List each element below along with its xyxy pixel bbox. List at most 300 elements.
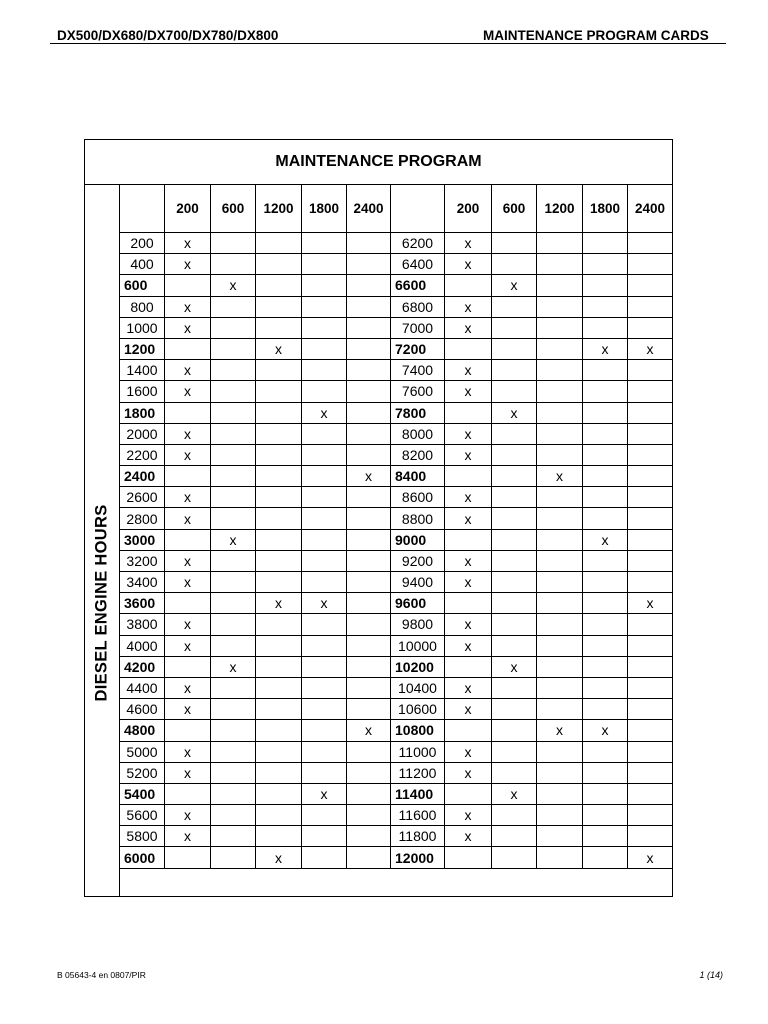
empty-cell <box>583 699 628 720</box>
empty-cell <box>583 423 628 444</box>
empty-cell <box>492 466 537 487</box>
empty-cell <box>347 614 391 635</box>
empty-cell <box>445 529 492 550</box>
interval-header-1200: 1200 <box>537 185 583 233</box>
empty-cell <box>211 402 256 423</box>
hours-cell: 9600 <box>391 593 445 614</box>
hours-cell: 12000 <box>391 847 445 868</box>
empty-cell <box>302 847 347 868</box>
hours-cell: 7800 <box>391 402 445 423</box>
table-row <box>120 762 673 783</box>
empty-cell <box>492 233 537 254</box>
empty-cell <box>256 508 302 529</box>
empty-cell <box>537 593 583 614</box>
empty-cell <box>302 508 347 529</box>
table-row <box>120 826 673 847</box>
service-mark: x <box>256 847 302 868</box>
empty-cell <box>347 550 391 571</box>
hours-header-cell <box>391 185 445 233</box>
hours-cell: 11000 <box>391 741 445 762</box>
empty-cell <box>256 572 302 593</box>
empty-cell <box>492 805 537 826</box>
service-mark: x <box>492 402 537 423</box>
empty-cell <box>256 317 302 338</box>
empty-cell <box>211 550 256 571</box>
empty-cell <box>302 805 347 826</box>
empty-cell <box>347 381 391 402</box>
table-row <box>120 487 673 508</box>
empty-cell <box>628 275 673 296</box>
service-mark: x <box>165 296 211 317</box>
empty-cell <box>211 720 256 741</box>
empty-cell <box>347 296 391 317</box>
service-mark: x <box>445 423 492 444</box>
empty-cell <box>583 254 628 275</box>
empty-cell <box>211 593 256 614</box>
empty-cell <box>256 254 302 275</box>
empty-cell <box>211 381 256 402</box>
empty-cell <box>302 233 347 254</box>
service-mark: x <box>165 741 211 762</box>
empty-cell <box>628 529 673 550</box>
service-mark: x <box>628 593 673 614</box>
hours-cell: 9400 <box>391 572 445 593</box>
service-mark: x <box>165 572 211 593</box>
service-mark: x <box>256 593 302 614</box>
table-row <box>120 423 673 444</box>
table-row <box>120 338 673 359</box>
empty-cell <box>583 508 628 529</box>
empty-cell <box>256 423 302 444</box>
table-row <box>120 381 673 402</box>
empty-cell <box>347 402 391 423</box>
service-mark: x <box>165 233 211 254</box>
empty-cell <box>347 635 391 656</box>
empty-cell <box>445 656 492 677</box>
hours-cell: 6800 <box>391 296 445 317</box>
empty-cell <box>211 805 256 826</box>
service-mark: x <box>165 699 211 720</box>
hours-cell: 400 <box>120 254 165 275</box>
empty-cell <box>165 338 211 359</box>
table-row <box>120 275 673 296</box>
empty-cell <box>537 677 583 698</box>
service-mark: x <box>165 508 211 529</box>
empty-cell <box>347 275 391 296</box>
header-rule <box>50 43 726 44</box>
hours-cell: 10000 <box>391 635 445 656</box>
empty-cell <box>211 677 256 698</box>
empty-cell <box>165 656 211 677</box>
hours-cell: 7600 <box>391 381 445 402</box>
empty-cell <box>347 741 391 762</box>
empty-cell <box>628 381 673 402</box>
empty-cell <box>583 466 628 487</box>
empty-cell <box>583 741 628 762</box>
empty-cell <box>492 741 537 762</box>
empty-cell <box>492 508 537 529</box>
service-mark: x <box>165 423 211 444</box>
empty-cell <box>211 847 256 868</box>
empty-cell <box>583 572 628 593</box>
empty-cell <box>302 677 347 698</box>
service-mark: x <box>445 487 492 508</box>
hours-cell: 8000 <box>391 423 445 444</box>
empty-cell <box>492 550 537 571</box>
empty-cell <box>537 826 583 847</box>
empty-cell <box>302 381 347 402</box>
empty-cell <box>302 444 347 465</box>
empty-cell <box>445 720 492 741</box>
table-row <box>120 572 673 593</box>
service-mark: x <box>537 466 583 487</box>
hours-cell: 4200 <box>120 656 165 677</box>
empty-cell <box>537 338 583 359</box>
service-mark: x <box>256 338 302 359</box>
hours-cell: 5000 <box>120 741 165 762</box>
empty-cell <box>492 360 537 381</box>
service-mark: x <box>492 656 537 677</box>
footer-doc-code: B 05643-4 en 0807/PIR <box>57 970 146 980</box>
hours-cell: 3200 <box>120 550 165 571</box>
hours-cell: 5600 <box>120 805 165 826</box>
empty-cell <box>537 699 583 720</box>
hours-cell: 3600 <box>120 593 165 614</box>
interval-header-600: 600 <box>211 185 256 233</box>
hours-cell: 800 <box>120 296 165 317</box>
empty-cell <box>445 466 492 487</box>
empty-cell <box>165 847 211 868</box>
empty-cell <box>583 360 628 381</box>
empty-cell <box>256 381 302 402</box>
hours-cell: 9200 <box>391 550 445 571</box>
empty-cell <box>628 783 673 804</box>
empty-cell <box>302 762 347 783</box>
service-mark: x <box>492 783 537 804</box>
hours-cell: 8600 <box>391 487 445 508</box>
side-label: DIESEL ENGINE HOURS <box>92 504 111 702</box>
service-mark: x <box>165 635 211 656</box>
hours-cell: 10400 <box>391 677 445 698</box>
empty-cell <box>492 614 537 635</box>
table-title: MAINTENANCE PROGRAM <box>85 140 672 185</box>
table-row <box>120 635 673 656</box>
empty-cell <box>583 550 628 571</box>
empty-cell <box>302 656 347 677</box>
table-row <box>120 614 673 635</box>
empty-cell <box>256 233 302 254</box>
empty-cell <box>302 254 347 275</box>
empty-cell <box>628 317 673 338</box>
empty-cell <box>256 762 302 783</box>
hours-cell: 5800 <box>120 826 165 847</box>
empty-cell <box>492 699 537 720</box>
empty-cell <box>537 296 583 317</box>
empty-cell <box>628 805 673 826</box>
empty-cell <box>537 444 583 465</box>
empty-cell <box>256 614 302 635</box>
hours-cell: 11200 <box>391 762 445 783</box>
empty-cell <box>628 656 673 677</box>
empty-cell <box>492 677 537 698</box>
empty-cell <box>628 423 673 444</box>
empty-cell <box>537 360 583 381</box>
empty-cell <box>347 338 391 359</box>
interval-header-1800: 1800 <box>302 185 347 233</box>
service-mark: x <box>445 741 492 762</box>
service-mark: x <box>628 338 673 359</box>
service-mark: x <box>445 635 492 656</box>
service-mark: x <box>445 699 492 720</box>
empty-cell <box>628 360 673 381</box>
empty-cell <box>537 487 583 508</box>
service-mark: x <box>583 529 628 550</box>
empty-cell <box>165 720 211 741</box>
hours-cell: 3800 <box>120 614 165 635</box>
empty-cell <box>628 233 673 254</box>
empty-cell <box>347 805 391 826</box>
empty-cell <box>628 550 673 571</box>
empty-cell <box>492 847 537 868</box>
empty-cell <box>347 360 391 381</box>
empty-cell <box>211 317 256 338</box>
table-row <box>120 444 673 465</box>
service-mark: x <box>165 614 211 635</box>
empty-cell <box>256 635 302 656</box>
empty-cell <box>583 635 628 656</box>
empty-cell <box>302 614 347 635</box>
table-row <box>120 466 673 487</box>
service-mark: x <box>302 593 347 614</box>
hours-cell: 6400 <box>391 254 445 275</box>
empty-cell <box>445 402 492 423</box>
empty-cell <box>537 423 583 444</box>
service-mark: x <box>445 762 492 783</box>
empty-cell <box>211 444 256 465</box>
hours-cell: 2200 <box>120 444 165 465</box>
hours-cell: 6600 <box>391 275 445 296</box>
empty-cell <box>165 593 211 614</box>
empty-cell <box>302 466 347 487</box>
empty-cell <box>537 233 583 254</box>
hours-cell: 8400 <box>391 466 445 487</box>
table-row <box>120 317 673 338</box>
empty-cell <box>302 699 347 720</box>
empty-cell <box>211 826 256 847</box>
empty-cell <box>492 423 537 444</box>
empty-cell <box>165 529 211 550</box>
empty-cell <box>628 508 673 529</box>
empty-cell <box>492 254 537 275</box>
service-mark: x <box>445 317 492 338</box>
interval-header-200: 200 <box>445 185 492 233</box>
hours-cell: 2400 <box>120 466 165 487</box>
empty-cell <box>347 783 391 804</box>
table-row <box>120 529 673 550</box>
empty-cell <box>347 487 391 508</box>
service-mark: x <box>165 677 211 698</box>
empty-cell <box>347 762 391 783</box>
hours-cell: 1800 <box>120 402 165 423</box>
hours-cell: 11400 <box>391 783 445 804</box>
empty-cell <box>628 677 673 698</box>
hours-header-cell <box>120 185 165 233</box>
empty-cell <box>583 444 628 465</box>
empty-cell <box>628 720 673 741</box>
empty-cell <box>302 572 347 593</box>
service-mark: x <box>165 550 211 571</box>
empty-cell <box>347 656 391 677</box>
empty-cell <box>256 466 302 487</box>
empty-cell <box>211 762 256 783</box>
empty-cell <box>165 466 211 487</box>
empty-cell <box>347 847 391 868</box>
hours-cell: 1400 <box>120 360 165 381</box>
empty-cell <box>445 783 492 804</box>
empty-cell <box>492 720 537 741</box>
empty-cell <box>256 529 302 550</box>
empty-cell <box>445 275 492 296</box>
side-label-column <box>85 185 120 897</box>
service-mark: x <box>445 296 492 317</box>
service-mark: x <box>537 720 583 741</box>
service-mark: x <box>583 720 628 741</box>
interval-header-1200: 1200 <box>256 185 302 233</box>
service-mark: x <box>628 847 673 868</box>
empty-cell <box>628 635 673 656</box>
empty-cell <box>256 444 302 465</box>
footer-page-number: 1 (14) <box>699 970 723 980</box>
hours-cell: 6000 <box>120 847 165 868</box>
empty-cell <box>256 720 302 741</box>
empty-cell <box>347 254 391 275</box>
hours-cell: 1600 <box>120 381 165 402</box>
empty-cell <box>165 402 211 423</box>
empty-cell <box>211 466 256 487</box>
empty-cell <box>628 699 673 720</box>
hours-cell: 1000 <box>120 317 165 338</box>
empty-cell <box>302 529 347 550</box>
empty-cell <box>256 699 302 720</box>
empty-cell <box>537 550 583 571</box>
empty-cell <box>583 677 628 698</box>
empty-cell <box>256 741 302 762</box>
hours-cell: 600 <box>120 275 165 296</box>
empty-cell <box>256 550 302 571</box>
empty-cell <box>628 402 673 423</box>
empty-cell <box>492 762 537 783</box>
empty-cell <box>211 360 256 381</box>
service-mark: x <box>302 783 347 804</box>
empty-cell <box>211 487 256 508</box>
empty-cell <box>165 275 211 296</box>
empty-cell <box>537 635 583 656</box>
service-mark: x <box>445 572 492 593</box>
empty-cell <box>211 614 256 635</box>
table-row <box>120 741 673 762</box>
empty-cell <box>583 847 628 868</box>
empty-cell <box>583 805 628 826</box>
table-row <box>120 402 673 423</box>
empty-cell <box>628 487 673 508</box>
service-mark: x <box>165 444 211 465</box>
empty-cell <box>492 381 537 402</box>
table-row <box>120 508 673 529</box>
service-mark: x <box>165 762 211 783</box>
empty-cell <box>256 296 302 317</box>
empty-cell <box>256 402 302 423</box>
hours-cell: 7000 <box>391 317 445 338</box>
service-mark: x <box>445 614 492 635</box>
empty-cell <box>347 508 391 529</box>
empty-cell <box>537 508 583 529</box>
empty-cell <box>302 635 347 656</box>
empty-cell <box>302 550 347 571</box>
hours-cell: 3400 <box>120 572 165 593</box>
empty-cell <box>583 275 628 296</box>
table-row <box>120 296 673 317</box>
table-row <box>120 233 673 254</box>
interval-header-600: 600 <box>492 185 537 233</box>
service-mark: x <box>492 275 537 296</box>
service-mark: x <box>347 720 391 741</box>
empty-cell <box>302 487 347 508</box>
empty-cell <box>347 233 391 254</box>
service-mark: x <box>445 254 492 275</box>
empty-cell <box>492 317 537 338</box>
empty-cell <box>302 296 347 317</box>
empty-cell <box>583 296 628 317</box>
empty-cell <box>347 699 391 720</box>
empty-cell <box>537 317 583 338</box>
interval-header-1800: 1800 <box>583 185 628 233</box>
hours-cell: 2800 <box>120 508 165 529</box>
empty-cell <box>256 826 302 847</box>
service-mark: x <box>165 317 211 338</box>
hours-cell: 2600 <box>120 487 165 508</box>
empty-cell <box>302 338 347 359</box>
empty-cell <box>211 572 256 593</box>
empty-cell <box>256 783 302 804</box>
service-mark: x <box>347 466 391 487</box>
empty-cell <box>492 529 537 550</box>
empty-cell <box>211 423 256 444</box>
service-mark: x <box>165 381 211 402</box>
empty-cell <box>537 529 583 550</box>
hours-cell: 9800 <box>391 614 445 635</box>
empty-cell <box>537 656 583 677</box>
hours-cell: 11800 <box>391 826 445 847</box>
empty-cell <box>211 783 256 804</box>
empty-cell <box>628 296 673 317</box>
empty-cell <box>347 529 391 550</box>
hours-cell: 10200 <box>391 656 445 677</box>
service-mark: x <box>211 529 256 550</box>
interval-header-2400: 2400 <box>628 185 673 233</box>
empty-cell <box>628 826 673 847</box>
empty-cell <box>211 741 256 762</box>
empty-cell <box>492 572 537 593</box>
table-row <box>120 677 673 698</box>
table-row <box>120 254 673 275</box>
hours-cell: 5400 <box>120 783 165 804</box>
empty-cell <box>347 572 391 593</box>
service-mark: x <box>165 805 211 826</box>
empty-cell <box>302 826 347 847</box>
service-mark: x <box>445 805 492 826</box>
empty-cell <box>492 826 537 847</box>
empty-cell <box>211 254 256 275</box>
